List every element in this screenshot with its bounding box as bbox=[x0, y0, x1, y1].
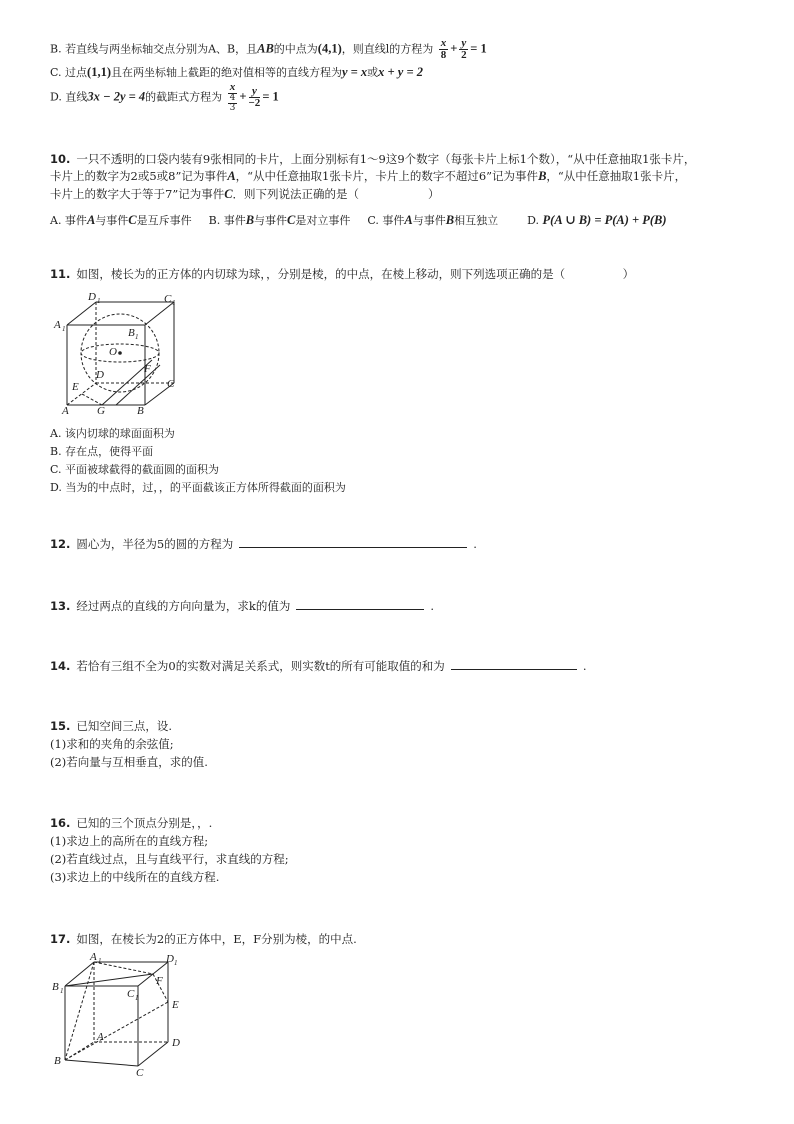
q9-option-c-mid: 且在两坐标轴上截距的绝对值相等的直线方程为 bbox=[110, 66, 342, 79]
label-d: D bbox=[96, 369, 104, 381]
q12 bbox=[50, 535, 477, 552]
label-b: B bbox=[137, 405, 144, 415]
label-b1: B bbox=[128, 327, 135, 339]
q13-end: . bbox=[430, 599, 434, 613]
label-a: A bbox=[62, 405, 69, 415]
q11-stem bbox=[50, 266, 634, 282]
label-e: E bbox=[172, 999, 179, 1011]
math-eq1: y = x bbox=[341, 65, 368, 79]
label-o: O bbox=[109, 346, 117, 358]
svg-text:1: 1 bbox=[60, 987, 64, 995]
label-a1: A bbox=[54, 319, 61, 331]
q11-cube-figure bbox=[52, 290, 192, 415]
q14 bbox=[50, 657, 586, 674]
q10-line1 bbox=[50, 151, 695, 167]
label-a: A bbox=[97, 1031, 104, 1043]
q10-option-d: D. P(A ∪ B) = P(A) + P(B) bbox=[527, 213, 667, 227]
label-c1: C bbox=[127, 988, 135, 1000]
label-b1: B bbox=[52, 981, 59, 993]
question-number: 12. bbox=[50, 537, 71, 551]
answer-blank[interactable] bbox=[239, 535, 467, 548]
plus-sign: + bbox=[239, 89, 247, 104]
label-a1: A bbox=[90, 951, 97, 963]
fraction-x-8: $\frac{x}{8}$ bbox=[440, 37, 447, 61]
q9-option-c-text: C. 过点 bbox=[50, 66, 88, 79]
q10-line2 bbox=[50, 168, 686, 184]
fraction-x-43: x 4 3 bbox=[229, 81, 236, 113]
q16-part3: (3)求边上的中线所在的直线方程. bbox=[50, 870, 220, 884]
question-number: 11. bbox=[50, 267, 71, 281]
label-b: B bbox=[54, 1055, 61, 1067]
label-d1: D bbox=[88, 291, 96, 303]
q10-stem-3a: 卡片上的数字大于等于7”记为事件 bbox=[50, 187, 225, 201]
question-number: 13. bbox=[50, 599, 71, 613]
q9-option-b-text: B. 若直线与两坐标轴交点分别为A、B，且 bbox=[50, 42, 258, 56]
svg-text:1: 1 bbox=[135, 994, 139, 1002]
q14-text: 若恰有三组不全为0的实数对满足关系式，则实数t的所有可能取值的和为 bbox=[76, 659, 445, 673]
equals-one: = 1 bbox=[470, 41, 487, 56]
q9-option-d-mid: 的截距式方程为 bbox=[145, 90, 223, 104]
label-c: C bbox=[167, 378, 175, 390]
svg-text:1: 1 bbox=[97, 297, 101, 305]
q10-option-c: C. 事件A与事件B相互独立 bbox=[367, 213, 499, 227]
q10-stem-3b: ．则下列说法正确的是（ ） bbox=[232, 187, 440, 201]
svg-text:1: 1 bbox=[172, 299, 176, 307]
q10-option-b: B. 事件B与事件C是对立事件 bbox=[208, 213, 351, 227]
svg-text:1: 1 bbox=[174, 959, 178, 967]
q9-option-d-text: D. 直线 bbox=[50, 90, 88, 104]
plus-sign: + bbox=[450, 41, 458, 56]
q15-part2: (2)若向量与互相垂直，求的值. bbox=[50, 755, 208, 769]
q11-option-c: C. 平面被球截得的截面圆的面积为 bbox=[50, 463, 220, 476]
q9-option-b-mid: 的中点为 bbox=[273, 42, 318, 56]
label-g: G bbox=[97, 405, 105, 415]
answer-blank[interactable] bbox=[451, 657, 577, 670]
q9-option-b-post: ，则直线l的方程为 bbox=[341, 42, 434, 56]
q10-line3 bbox=[50, 186, 440, 202]
q16-part1: (1)求边上的高所在的直线方程; bbox=[50, 834, 209, 848]
q10-stem-2b: ，“从中任意抽取1张卡片，卡片上的数字不超过6”记为事件 bbox=[235, 169, 539, 183]
q12-end: . bbox=[473, 537, 477, 551]
question-number: 14. bbox=[50, 659, 71, 673]
question-number: 17. bbox=[50, 932, 71, 946]
math-eq2: x + y = 2 bbox=[378, 65, 423, 79]
question-number: 16. bbox=[50, 816, 71, 830]
question-number: 10. bbox=[50, 152, 71, 166]
label-d1: D bbox=[166, 953, 174, 965]
event-c: C bbox=[224, 187, 233, 201]
question-number: 15. bbox=[50, 719, 71, 733]
q13 bbox=[50, 597, 434, 614]
q9-option-d bbox=[50, 82, 279, 113]
svg-text:1: 1 bbox=[98, 957, 102, 965]
q11-stem-text: 如图，棱长为的正方体的内切球为球，，分别是棱，的中点，在棱上移动，则下列选项正确的是（ ） bbox=[76, 267, 635, 281]
q9-option-b bbox=[50, 38, 487, 61]
q10-stem-2a: 卡片上的数字为2或5或8”记为事件 bbox=[50, 169, 228, 183]
q13-text: 经过两点的直线的方向向量为，求k的值为 bbox=[76, 599, 291, 613]
fraction-y-2: $\frac{y}{2}$ bbox=[461, 37, 467, 61]
label-c1: C bbox=[164, 293, 172, 305]
svg-text:1: 1 bbox=[135, 333, 139, 341]
q15-stem bbox=[50, 718, 172, 734]
q16-part2: (2)若直线过点，且与直线平行，求直线的方程; bbox=[50, 852, 289, 866]
math-point-11: (1,1) bbox=[87, 65, 111, 79]
q11-option-b: B. 存在点，使得平面 bbox=[50, 445, 154, 458]
label-c: C bbox=[136, 1067, 144, 1079]
svg-text:1: 1 bbox=[62, 325, 66, 333]
q14-end: . bbox=[582, 659, 587, 673]
label-f: F bbox=[156, 975, 163, 987]
q17-cube-figure bbox=[50, 950, 195, 1080]
q16-stem-text: 已知的三个顶点分别是，，. bbox=[76, 816, 213, 830]
q11-option-d: D. 当为的中点时，过，，的平面截该正方体所得截面的面积为 bbox=[50, 481, 346, 494]
q10-stem-1: 一只不透明的口袋内装有9张相同的卡片，上面分别标有1～9这9个数字（每张卡片上标1个数），“从中任意抽取1张卡片， bbox=[76, 152, 696, 166]
math-ab: AB bbox=[257, 41, 274, 56]
q9-option-c-or: 或 bbox=[367, 66, 379, 79]
fraction-y-neg2: $\frac{y}{-2}$ bbox=[248, 85, 261, 109]
answer-blank[interactable] bbox=[296, 597, 424, 610]
q17-stem-text: 如图，在棱长为2的正方体中，E，F分别为棱，的中点. bbox=[76, 932, 357, 946]
label-d: D bbox=[172, 1037, 180, 1049]
q16-stem bbox=[50, 815, 212, 831]
q15-stem-text: 已知空间三点，设. bbox=[76, 719, 173, 733]
q10-option-a: A. 事件A与事件C是互斥事件 bbox=[50, 213, 192, 227]
event-a: A bbox=[227, 169, 236, 183]
q9-option-c bbox=[50, 64, 423, 81]
q10-stem-2c: ，“从中任意抽取1张卡片， bbox=[546, 169, 687, 183]
math-line-eq: 3x − 2y = 4 bbox=[87, 89, 146, 104]
q15-part1: (1)求和的夹角的余弦值; bbox=[50, 737, 174, 751]
equals-one: = 1 bbox=[262, 89, 279, 104]
q10-options bbox=[50, 212, 667, 229]
label-f: F bbox=[144, 363, 151, 375]
math-point: (4,1) bbox=[317, 41, 342, 56]
q17-stem bbox=[50, 931, 357, 947]
label-e: E bbox=[72, 381, 79, 393]
q11-option-a: A. 该内切球的球面面积为 bbox=[50, 427, 175, 440]
q12-text: 圆心为，半径为5的圆的方程为 bbox=[76, 537, 234, 551]
event-b: B bbox=[538, 169, 547, 183]
